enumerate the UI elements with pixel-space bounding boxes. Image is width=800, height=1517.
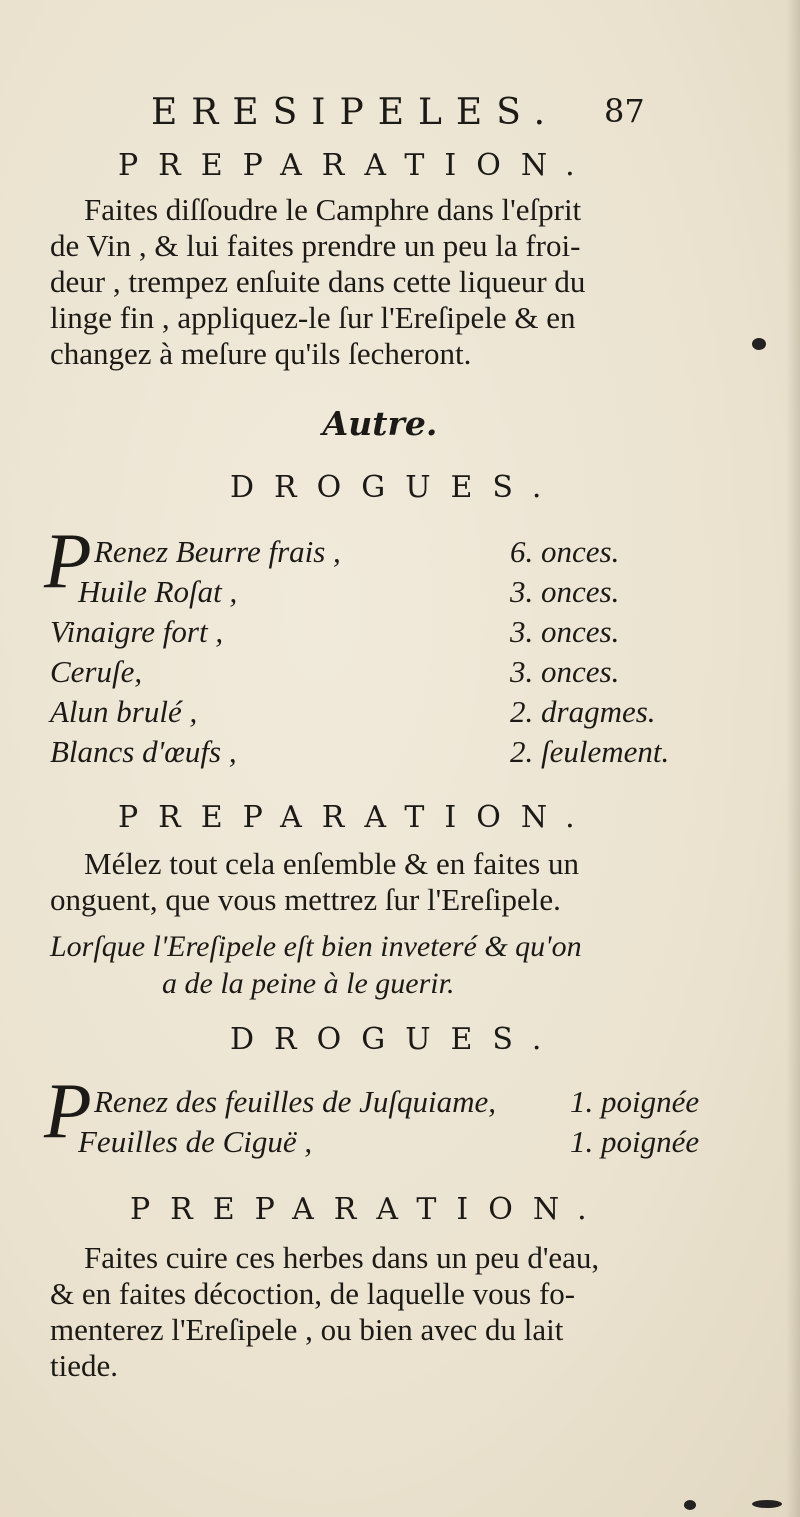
text-line: menterez l'Ereſipele , ou bien avec du lait <box>50 1312 564 1347</box>
preparation-heading-2: PREPARATION. <box>118 800 595 835</box>
text-line: Faites cuire ces herbes dans un peu d'eau, <box>84 1240 600 1275</box>
dropcap-2: P <box>44 1067 92 1154</box>
ingredient-quantity: 6. onces. <box>510 534 620 569</box>
preparation-text-1 <box>50 192 710 372</box>
preparation-text-3 <box>50 1240 710 1384</box>
text-line: deur , trempez enſuite dans cette liqueur du <box>50 264 586 299</box>
text-line: onguent, que vous mettrez ſur l'Ereſipele. <box>50 882 561 917</box>
recipe-row <box>50 614 720 654</box>
ingredient-name: Vinaigre fort , <box>50 614 224 649</box>
text-line: changez à meſure qu'ils ſecheront. <box>50 336 472 371</box>
recipe-row <box>50 694 720 734</box>
drugs-heading-1: DROGUES. <box>230 470 562 505</box>
text-line: linge fin , appliquez-le ſur l'Ereſipele & en <box>50 300 576 335</box>
dropcap-1: P <box>44 517 92 604</box>
text-line: tiede. <box>50 1348 118 1383</box>
ingredient-name: Feuilles de Ciguë , <box>78 1124 313 1159</box>
ingredient-quantity: 1. poignée <box>570 1084 700 1119</box>
ingredient-name: Renez des feuilles de Juſquiame, <box>94 1084 497 1119</box>
preparation-text-2 <box>50 846 710 918</box>
text-line: de Vin , & lui faites prendre un peu la froi- <box>50 228 581 263</box>
preparation-heading-1: PREPARATION. <box>118 148 595 183</box>
preparation-heading-3: PREPARATION. <box>130 1192 607 1227</box>
ingredient-name: Huile Roſat , <box>78 574 238 609</box>
text-line: Mélez tout cela enſemble & en faites un <box>84 846 579 881</box>
ink-speck <box>752 1500 782 1508</box>
text-line: a de la peine à le guerir. <box>162 967 455 1000</box>
running-title: ERESIPELES. <box>150 92 560 133</box>
ink-speck <box>684 1500 696 1510</box>
recipe-row <box>50 654 720 694</box>
ingredient-quantity: 3. onces. <box>510 654 620 689</box>
text-line: Lorſque l'Ereſipele eſt bien inveteré & qu'on <box>50 930 582 963</box>
ingredient-name: Alun brulé , <box>50 694 198 729</box>
ink-speck <box>752 338 766 350</box>
ingredient-quantity: 3. onces. <box>510 614 620 649</box>
ingredient-name: Renez Beurre frais , <box>94 534 341 569</box>
page-number: 87 <box>604 92 645 130</box>
remedy-subtitle: Autre. <box>322 404 438 443</box>
condition-note <box>50 928 710 1002</box>
ingredient-quantity: 2. dragmes. <box>510 694 656 729</box>
text-line: Faites diſſoudre le Camphre dans l'eſprit <box>84 192 582 227</box>
recipe-row <box>50 1124 720 1164</box>
recipe-row <box>50 574 720 614</box>
recipe-row <box>50 534 720 574</box>
ingredient-quantity: 2. ſeulement. <box>510 734 670 769</box>
text-line: & en faites décoction, de laquelle vous fo- <box>50 1276 576 1311</box>
recipe-row <box>50 1084 720 1124</box>
ingredient-quantity: 3. onces. <box>510 574 620 609</box>
ingredient-quantity: 1. poignée <box>570 1124 700 1159</box>
ingredient-name: Blancs d'œufs , <box>50 734 237 769</box>
page-edge-shadow <box>786 0 800 1517</box>
ingredient-name: Ceruſe, <box>50 654 143 689</box>
recipe-row <box>50 734 720 774</box>
drugs-heading-2: DROGUES. <box>230 1022 562 1057</box>
